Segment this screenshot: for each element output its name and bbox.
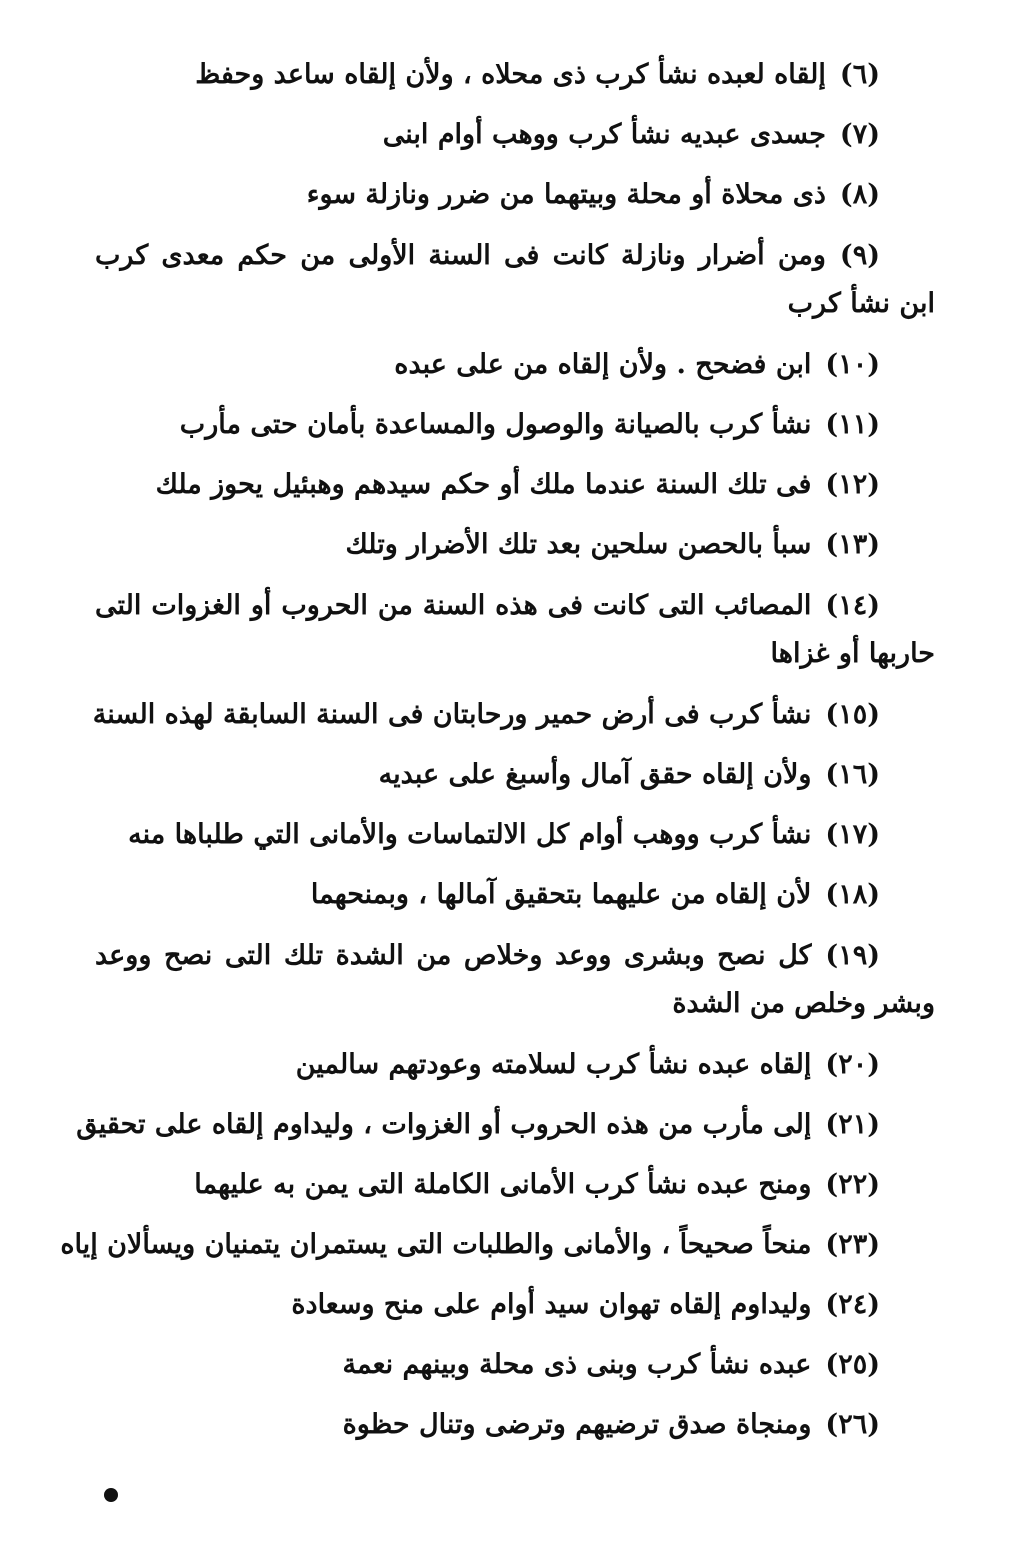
line-23 [60, 1222, 935, 1268]
line-22 [95, 1162, 935, 1208]
line-number: (٢٢) [825, 1169, 880, 1200]
line-text: ولأن إلقاه حقق آمال وأسبغ على عبديه [378, 759, 812, 790]
line-16 [95, 752, 935, 798]
line-number: (١٢) [825, 469, 880, 500]
line-text: وليداوم إلقاه تهوان سيد أوام على منح وسعادة [291, 1289, 812, 1320]
line-11 [95, 402, 935, 448]
line-text: عبده نشأ كرب وبنى ذى محلة وبينهم نعمة [342, 1349, 812, 1380]
line-number: (١٦) [825, 759, 880, 790]
line-number: (٢٣) [825, 1229, 880, 1260]
inscription-lines [60, 52, 935, 1462]
line-number: (١٣) [825, 529, 880, 560]
line-25 [95, 1342, 935, 1388]
line-number: (١٠) [825, 349, 880, 380]
line-number: (١٤) [825, 590, 880, 621]
line-12 [95, 462, 935, 508]
line-text: سبأ بالحصن سلحين بعد تلك الأضرار وتلك [345, 529, 812, 560]
line-number: (٢٠) [825, 1049, 880, 1080]
line-number: (٢٤) [825, 1289, 880, 1320]
line-number: (١٧) [825, 819, 880, 850]
line-18 [95, 872, 935, 918]
line-10 [95, 342, 935, 388]
line-15 [92, 692, 935, 738]
line-number: (١٥) [825, 699, 880, 730]
line-21 [76, 1102, 935, 1148]
line-17 [95, 812, 935, 858]
line-number: (٩) [839, 240, 880, 271]
line-text: ابن فضحح . ولأن إلقاه من على عبده [394, 349, 812, 380]
line-text: ومنح عبده نشأ كرب الأمانى الكاملة التى يمن به عليهما [194, 1169, 812, 1200]
line-13 [95, 522, 935, 568]
line-text: ومنجاة صدق ترضيهم وترضى وتنال حظوة [342, 1409, 812, 1440]
line-number: (١٩) [825, 940, 880, 971]
line-number: (١٨) [825, 879, 880, 910]
line-text: فى تلك السنة عندما ملك أو حكم سيدهم وهبئيل يحوز ملك [155, 469, 812, 500]
page-mark-dot [104, 1488, 118, 1502]
line-number: (٢٦) [825, 1409, 880, 1440]
line-number: (٢٥) [825, 1349, 880, 1380]
line-26 [95, 1402, 935, 1448]
line-text: نشأ كرب ووهب أوام كل الالتماسات والأمانى التي طلباها منه [128, 819, 812, 850]
line-number: (٦) [839, 59, 880, 90]
line-14 [95, 582, 935, 678]
line-8 [95, 172, 935, 218]
line-text: نشأ كرب بالصيانة والوصول والمساعدة بأمان حتى مأرب [179, 409, 812, 440]
line-number: (٧) [839, 119, 880, 150]
line-text: جسدى عبديه نشأ كرب ووهب أوام ابنى [382, 119, 826, 150]
line-number: (٨) [839, 179, 880, 210]
line-text: المصائب التى كانت فى هذه السنة من الحروب أو الغزوات التى حاربها أو غزاها [95, 590, 935, 669]
line-text: منحاً صحيحاً ، والأمانى والطلبات التى يستمران يتمنيان ويسألان إياه [60, 1229, 812, 1260]
line-24 [95, 1282, 935, 1328]
line-text: نشأ كرب فى أرض حمير ورحابتان فى السنة السابقة لهذه السنة [92, 699, 812, 730]
line-7 [95, 112, 935, 158]
line-text: كل نصح وبشرى ووعد وخلاص من الشدة تلك التى نصح ووعد وبشر وخلص من الشدة [95, 940, 935, 1019]
line-20 [95, 1042, 935, 1088]
line-6 [95, 52, 935, 98]
line-text: إلقاه عبده نشأ كرب لسلامته وعودتهم سالمين [295, 1049, 812, 1080]
line-number: (٢١) [825, 1109, 880, 1140]
line-text: إلى مأرب من هذه الحروب أو الغزوات ، وليداوم إلقاه على تحقيق [76, 1109, 812, 1140]
line-number: (١١) [825, 409, 880, 440]
line-9 [95, 232, 935, 328]
line-19 [95, 932, 935, 1028]
line-text: لأن إلقاه من عليهما بتحقيق آمالها ، وبمنحهما [310, 879, 812, 910]
line-text: إلقاه لعبده نشأ كرب ذى محلاه ، ولأن إلقاه ساعد وحفظ [195, 59, 826, 90]
line-text: ومن أضرار ونازلة كانت فى السنة الأولى من حكم معدى كرب ابن نشأ كرب [95, 240, 935, 319]
line-text: ذى محلاة أو محلة وبيتهما من ضرر ونازلة سوء [306, 179, 826, 210]
